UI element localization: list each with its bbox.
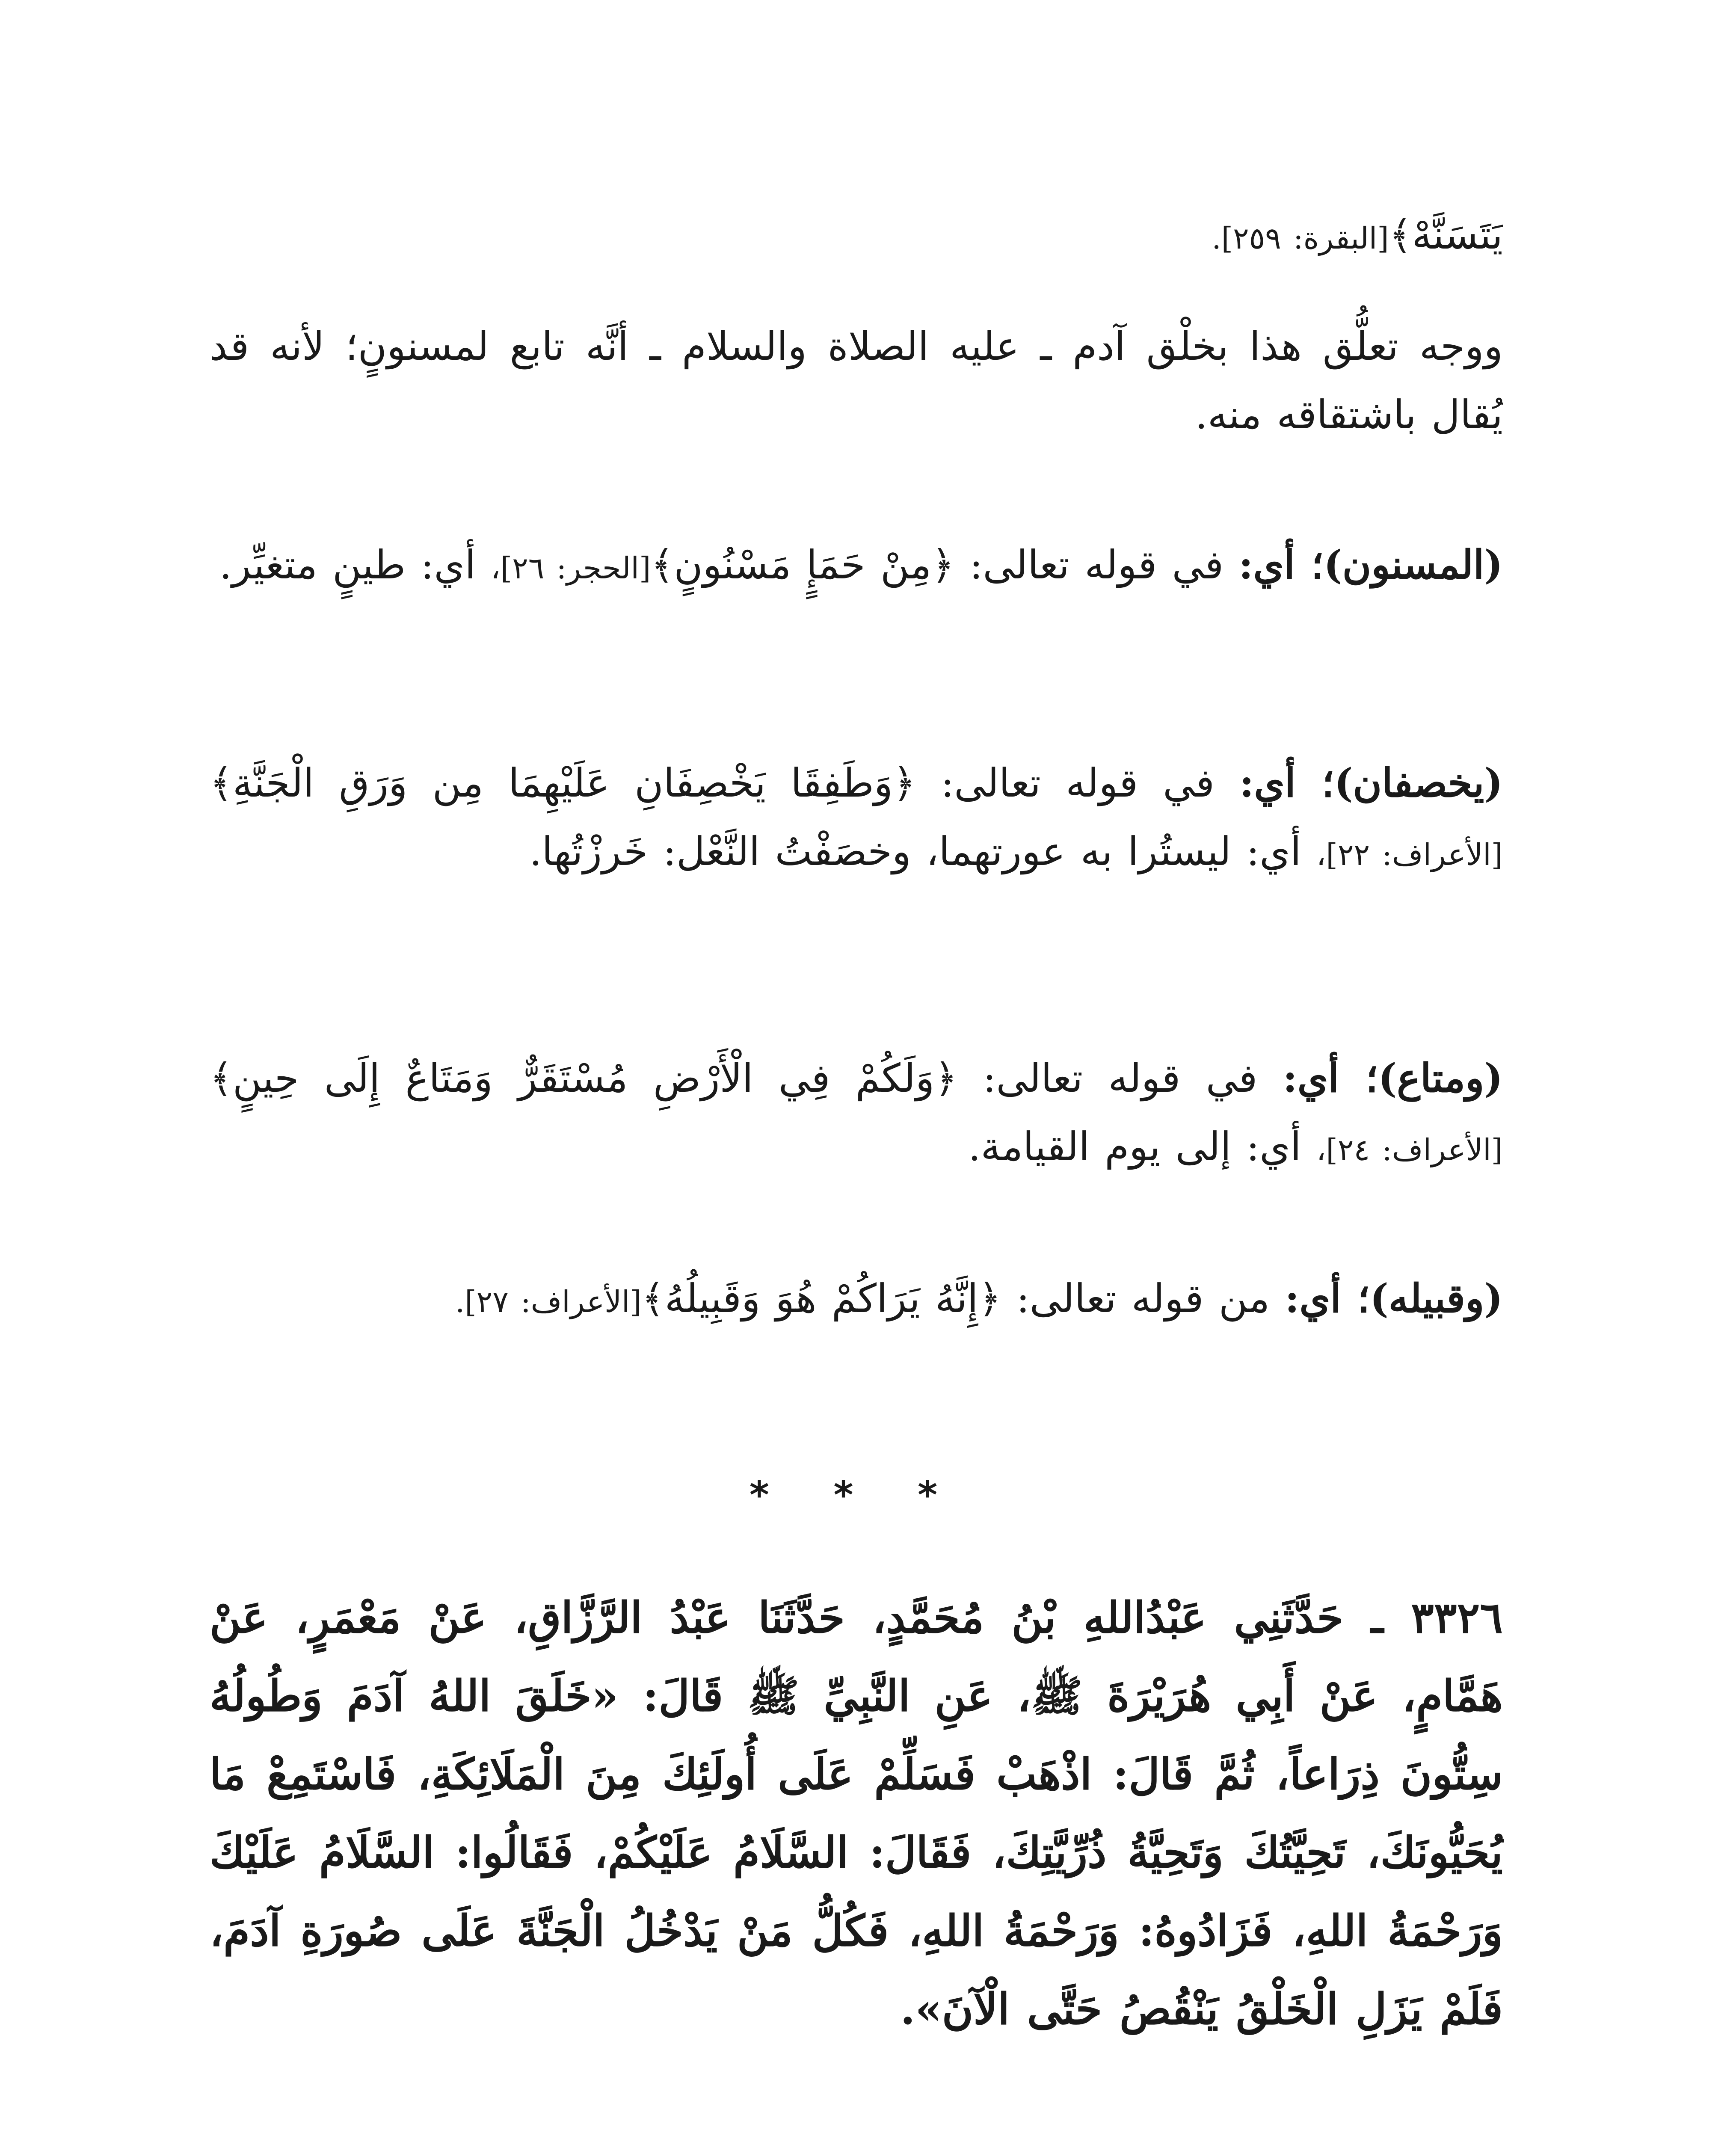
paragraph-text: في قوله تعالى: ﴿مِنْ حَمَإٍ مَسْنُونٍ﴾ bbox=[651, 542, 1224, 588]
term-heading: (وقبيله)؛ أي: bbox=[1285, 1275, 1503, 1321]
paragraph-explanation bbox=[210, 312, 1503, 449]
verse-reference: [الأعراف: ٢٢]، bbox=[1316, 837, 1503, 872]
paragraph-gloss: أي: إلى يوم القيامة. bbox=[968, 1124, 1301, 1170]
verse-reference: [الأعراف: ٢٤]، bbox=[1316, 1132, 1503, 1167]
page-content bbox=[210, 0, 1503, 2139]
paragraph-text: في قوله تعالى: ﴿وَلَكُمْ فِي الْأَرْضِ مُسْتَقَرٌّ وَمَتَاعٌ إِلَى حِينٍ﴾ bbox=[210, 1055, 1258, 1101]
paragraph-continuation bbox=[210, 201, 1503, 273]
term-heading: (المسنون)؛ أي: bbox=[1238, 542, 1503, 588]
verse-reference: [الحجر: ٢٦]، bbox=[491, 551, 651, 586]
verse-reference: [الأعراف: ٢٧]. bbox=[455, 1284, 642, 1319]
paragraph-text: من قوله تعالى: ﴿إِنَّهُ يَرَاكُمْ هُوَ وَقَبِيلُهُ﴾ bbox=[641, 1276, 1270, 1321]
hadith-text: ٣٣٢٦ ـ حَدَّثَنِي عَبْدُاللهِ بْنُ مُحَمَّدٍ، حَدَّثَنَا عَبْدُ الرَّزَّاقِ، عَنْ مَعْمَرٍ، عَنْ هَمَّامٍ، عَنْ أَبِي هُرَيْرَةَ ﷺ، عَنِ النَّبِيِّ ﷺ قَالَ: «خَلَقَ اللهُ آدَمَ وَطُولُهُ سِتُّونَ ذِرَاعاً، ثُمَّ قَالَ: اذْهَبْ فَسَلِّمْ عَلَى أُولَئِكَ مِنَ الْمَلَائِكَةِ، فَاسْتَمِعْ مَا يُحَيُّونَكَ، تَحِيَّتُكَ وَتَحِيَّةُ ذُرِّيَّتِكَ، فَقَالَ: السَّلَامُ عَلَيْكُمْ، فَقَالُوا: السَّلَامُ عَلَيْكَ وَرَحْمَةُ اللهِ، فَزَادُوهُ: وَرَحْمَةُ اللهِ، فَكُلُّ مَنْ يَدْخُلُ الْجَنَّةَ عَلَى صُورَةِ آدَمَ، فَلَمْ يَزَلِ الْخَلْقُ يَنْقُصُ حَتَّى الْآنَ». bbox=[210, 1592, 1503, 2034]
paragraph-mataa bbox=[210, 1044, 1503, 1184]
paragraph-gloss: أي: طينٍ متغيِّر. bbox=[219, 542, 476, 588]
paragraph-masnun bbox=[210, 530, 1503, 602]
term-heading: (يخصفان)؛ أي: bbox=[1239, 760, 1503, 806]
paragraph-gloss: أي: ليستُرا به عورتهما، وخصَفْتُ النَّعْل: خَرزْتُها. bbox=[529, 829, 1301, 874]
paragraph-qabiluh bbox=[210, 1264, 1503, 1336]
section-separator: * * * bbox=[749, 1473, 963, 1517]
term-heading: (ومتاع)؛ أي: bbox=[1283, 1055, 1503, 1101]
paragraph-text: في قوله تعالى: ﴿وَطَفِقَا يَخْصِفَانِ عَلَيْهِمَا مِن وَرَقِ الْجَنَّةِ﴾ bbox=[210, 760, 1215, 806]
paragraph-text: ووجه تعلُّق هذا بخلْق آدم ـ عليه الصلاة والسلام ـ أنَّه تابع لمسنونٍ؛ لأنه قد يُقال باشتقاقه منه. bbox=[210, 323, 1503, 438]
verse-reference: [البقرة: ٢٥٩]. bbox=[1212, 221, 1389, 256]
paragraph-yakhsifan bbox=[210, 749, 1503, 889]
quran-verse: يَتَسَنَّهْ﴾ bbox=[1389, 212, 1503, 258]
